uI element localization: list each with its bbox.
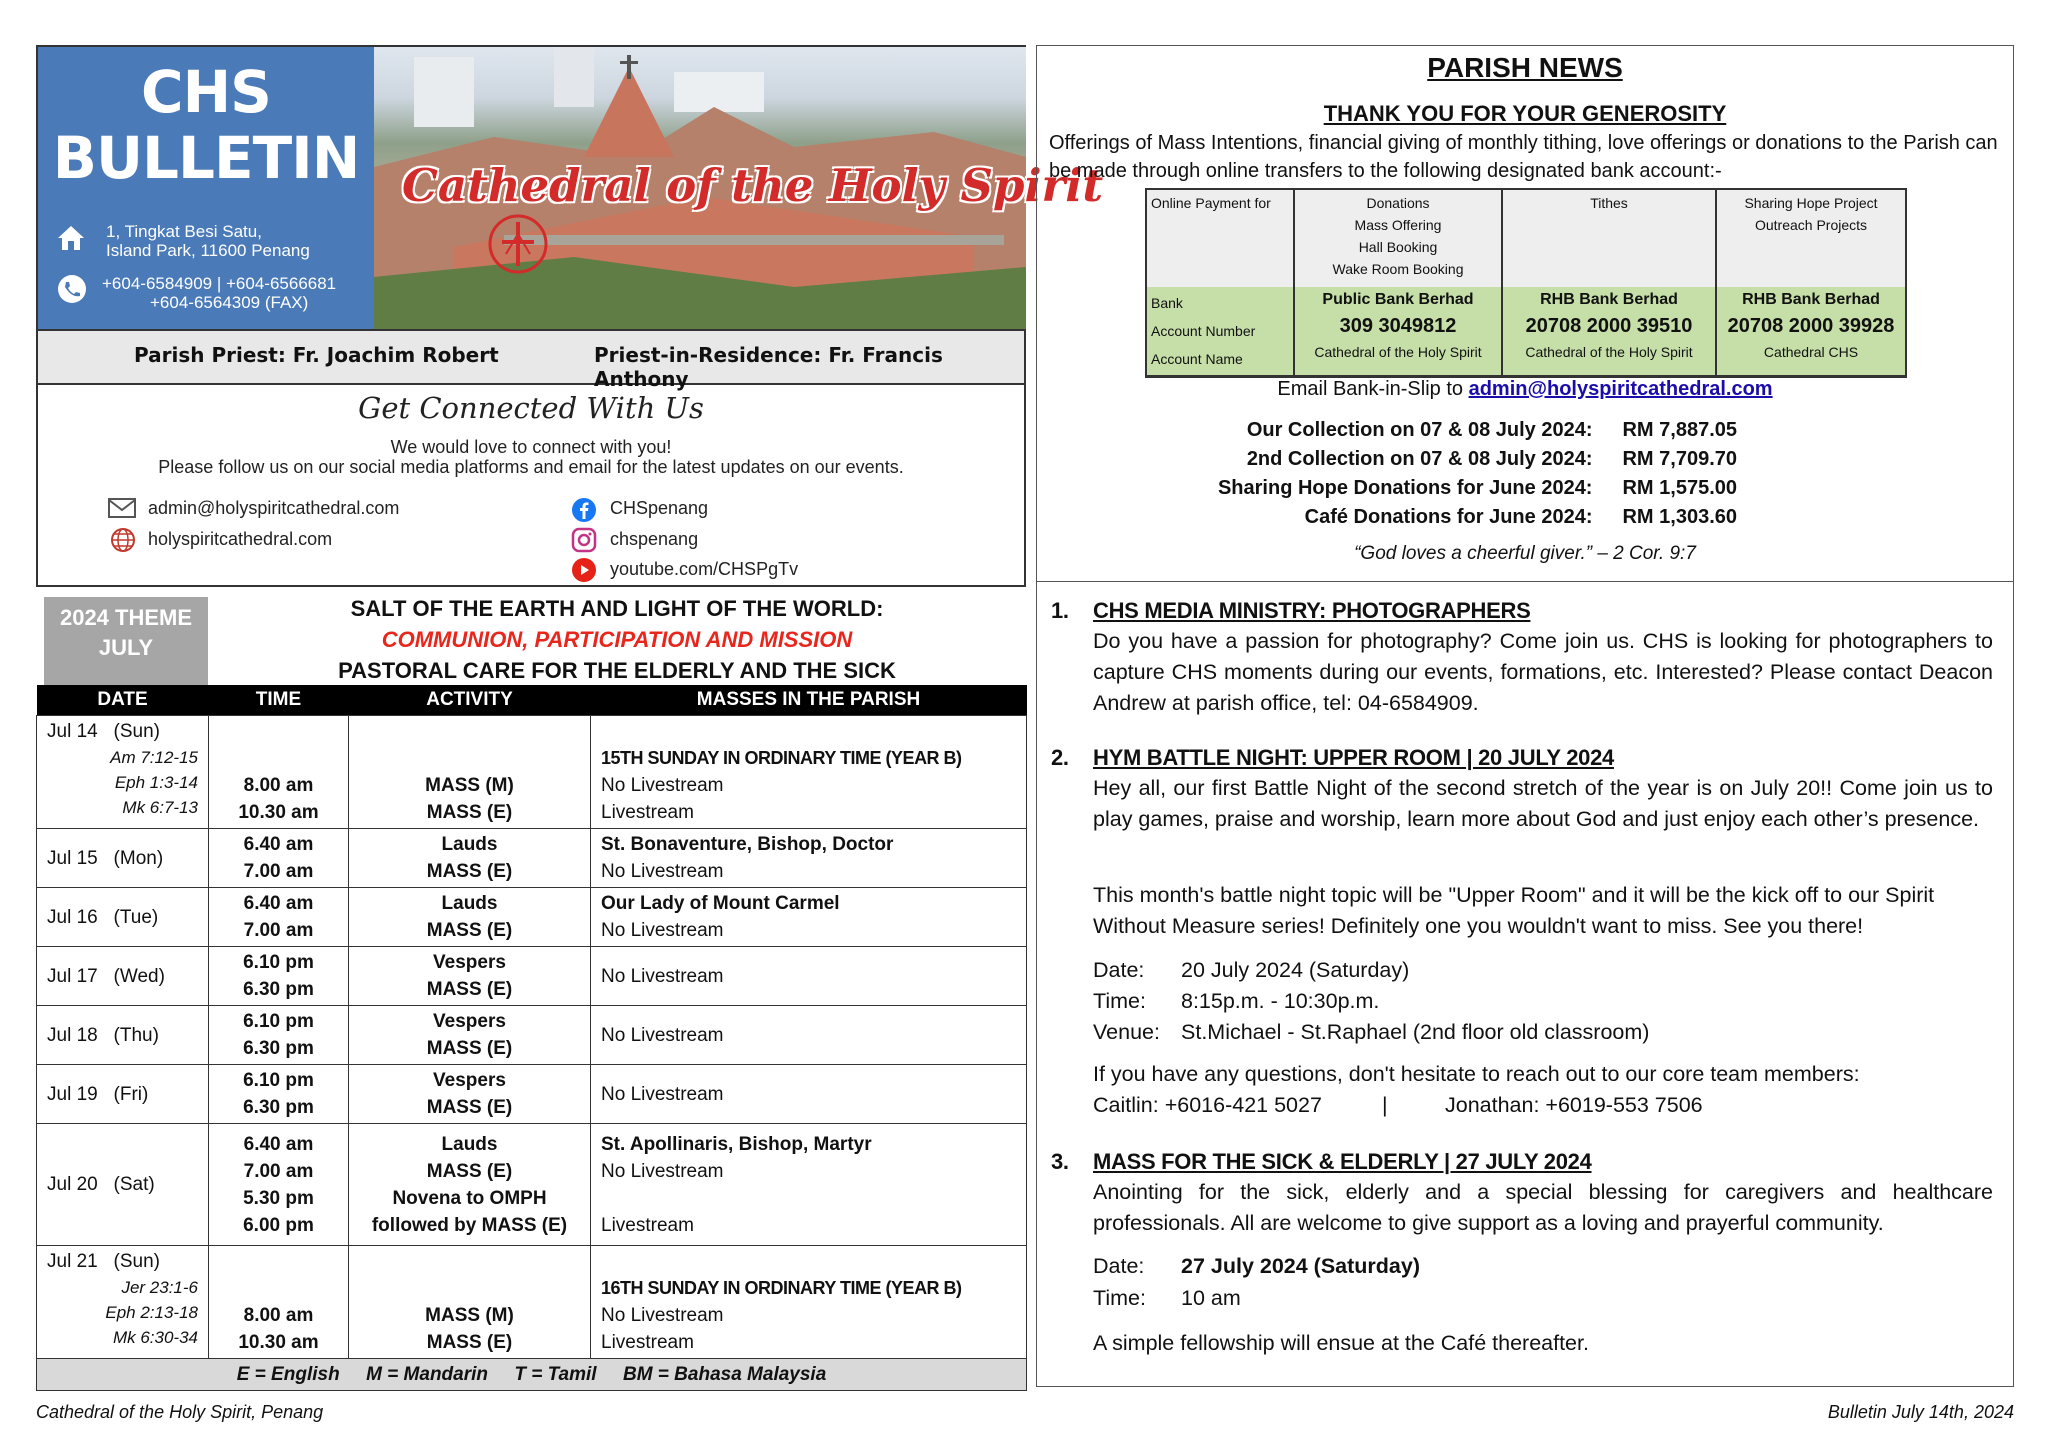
feast: St. Bonaventure, Bishop, Doctor (601, 834, 894, 855)
collection-row: Café Donations for June 2024: RM 1,303.60 (1304, 506, 1737, 528)
phone-line-1: +604-6584909 | +604-6566681 (102, 274, 337, 293)
note: No Livestream (601, 775, 724, 796)
reading: Eph 2:13-18 (105, 1303, 198, 1322)
news-body: Hey all, our first Battle Night of the second stretch of the year is on July 20!! Come join us to play games, praise and worship, learn more about God and just enjoy each other’s presence. (1093, 776, 1993, 831)
mass-cell (591, 829, 1027, 888)
date-cell (37, 1065, 209, 1124)
generosity-quote: “God loves a cheerful giver.” – 2 Cor. 9:7 (1354, 543, 1696, 564)
activity-cell (349, 716, 591, 829)
activity-cell (349, 829, 591, 888)
time-cell (209, 1246, 349, 1359)
left-column (36, 45, 1104, 1387)
mass-cell (591, 716, 1027, 829)
bank-account-table (1145, 188, 1907, 378)
event-date: 27 July 2024 (Saturday) (1181, 1254, 1421, 1278)
note: No Livestream (601, 1024, 724, 1046)
date-cell (37, 716, 209, 829)
event-date-label: Date: (1093, 1254, 1145, 1278)
mass-schedule-table (36, 685, 1027, 1391)
news-body: Do you have a passion for photography? Come join us. CHS is looking for photographers to capture CHS moments during our events, formations, etc. Interested? Please contact Deacon Andrew at parish office, tel: 04-6584909. (1093, 629, 1993, 715)
cathedral-photo (374, 47, 1104, 329)
reading: Jer 23:1-6 (121, 1278, 198, 1297)
bulletin-header (36, 45, 1104, 391)
contact-separator: | (1382, 1093, 1388, 1117)
activity: Novena to OMPH (392, 1187, 547, 1209)
row-day: (Fri) (113, 1083, 149, 1105)
time: 6.10 pm (243, 1011, 314, 1032)
reading: Mk 6:30-34 (112, 1328, 198, 1347)
purpose-tithes: Tithes (1502, 189, 1716, 287)
event-time: 10 am (1181, 1286, 1241, 1310)
table-row (37, 829, 1027, 888)
row-date: Jul 21 (47, 1251, 98, 1272)
time: 6.40 am (243, 893, 314, 914)
table-row (37, 947, 1027, 1006)
activity: MASS (E) (426, 1332, 513, 1353)
news-heading: MASS FOR THE SICK & ELDERLY | 27 JULY 2024 (1093, 1149, 1592, 1174)
connect-line-1: We would love to connect with you! (390, 437, 672, 457)
table-row (37, 1124, 1027, 1246)
time: 7.00 am (243, 1160, 314, 1182)
theme-line-2: COMMUNION, PARTICIPATION AND MISSION (381, 627, 853, 652)
header-date: DATE (37, 685, 209, 716)
table-row (37, 1246, 1027, 1359)
news-heading: CHS MEDIA MINISTRY: PHOTOGRAPHERS (1093, 598, 1531, 623)
date-cell (37, 1006, 209, 1065)
contact-jonathan: Jonathan: +6019-553 7506 (1445, 1093, 1703, 1117)
time-cell (209, 716, 349, 829)
priest-in-residence: Priest-in-Residence: Fr. Francis Anthony (594, 343, 943, 391)
feast: St. Apollinaris, Bishop, Martyr (601, 1133, 872, 1155)
activity-cell (349, 1006, 591, 1065)
purpose-sharing-hope: Sharing Hope Project Outreach Projects (1716, 189, 1906, 287)
theme-label-2: JULY (98, 635, 154, 660)
bank-public: Public Bank Berhad 309 3049812 Cathedral of the Holy Spirit (1294, 287, 1502, 377)
time: 6.30 pm (243, 1038, 314, 1059)
email-slip-line (1037, 378, 2013, 401)
dove-logo-icon (486, 212, 550, 276)
account-number: 20708 2000 39928 (1727, 315, 1895, 337)
activity: MASS (E) (426, 861, 513, 882)
activity: followed by MASS (E) (371, 1214, 568, 1236)
time: 6.40 am (243, 834, 314, 855)
activity: MASS (M) (425, 1305, 514, 1326)
bank-rhb-tithes: RHB Bank Berhad 20708 2000 39510 Cathedral of the Holy Spirit (1502, 287, 1716, 377)
address-line-2: Island Park, 11600 Penang (106, 241, 310, 260)
theme-label-1: 2024 THEME (59, 605, 193, 630)
home-icon (56, 223, 86, 253)
mass-cell (591, 1006, 1027, 1065)
news-number: 3. (1051, 1149, 1069, 1174)
time-cell (209, 1006, 349, 1065)
account-number: 309 3049812 (1339, 315, 1457, 337)
connect-instagram[interactable]: chspenang (610, 529, 699, 549)
row-day: (Sun) (113, 1251, 161, 1272)
activity: MASS (E) (426, 1038, 513, 1059)
connect-section (36, 385, 1026, 587)
email-slip-link[interactable]: admin@holyspiritcathedral.com (1468, 378, 1773, 400)
time: 6.10 pm (243, 952, 314, 973)
mass-cell (591, 1065, 1027, 1124)
mass-cell (591, 888, 1027, 947)
activity-cell (349, 947, 591, 1006)
time-cell (209, 1065, 349, 1124)
bank-purpose-row (1146, 189, 1906, 287)
activity: Lauds (441, 834, 498, 855)
table-row (37, 888, 1027, 947)
header-activity: ACTIVITY (349, 685, 591, 716)
event-date-label: Date: (1093, 958, 1145, 982)
date-cell (37, 1124, 209, 1246)
news-number: 1. (1051, 598, 1069, 623)
footer-right: Bulletin July 14th, 2024 (1827, 1402, 2014, 1422)
row-date: Jul 19 (47, 1083, 98, 1105)
news-number: 2. (1051, 745, 1069, 770)
activity-cell (349, 1065, 591, 1124)
activity: Vespers (433, 1011, 506, 1032)
time: 10.30 am (238, 802, 319, 823)
time: 8.00 am (243, 775, 314, 796)
bank-details-row (1146, 287, 1906, 377)
note: Livestream (601, 802, 694, 823)
time-cell (209, 888, 349, 947)
mass-cell (591, 1124, 1027, 1246)
time: 7.00 am (243, 920, 314, 941)
time: 5.30 pm (243, 1187, 314, 1209)
activity-cell (349, 1246, 591, 1359)
priests-bar (38, 329, 1024, 391)
activity: MASS (E) (426, 979, 513, 1000)
table-row (37, 1006, 1027, 1065)
theme-label-box (44, 597, 208, 691)
bank-rhb-sharing: RHB Bank Berhad 20708 2000 39928 Cathedral CHS (1716, 287, 1906, 377)
note: No Livestream (601, 920, 724, 941)
header-time: TIME (209, 685, 349, 716)
purpose-donations: Donations Mass Offering Hall Booking Wake Room Booking (1294, 189, 1502, 287)
news-heading: HYM BATTLE NIGHT: UPPER ROOM | 20 JULY 2024 (1093, 745, 1614, 770)
time: 10.30 am (238, 1332, 319, 1353)
event-venue-label: Venue: (1093, 1020, 1160, 1044)
row-day: (Tue) (113, 906, 159, 928)
reading: Am 7:12-15 (110, 748, 198, 767)
row-day: (Mon) (113, 847, 164, 869)
collection-row: Our Collection on 07 & 08 July 2024: RM 7,887.05 (1246, 419, 1737, 441)
connect-youtube[interactable]: youtube.com/CHSPgTv (610, 559, 799, 579)
schedule-header-row (37, 685, 1027, 716)
theme-line-3: PASTORAL CARE FOR THE ELDERLY AND THE SICK (338, 658, 896, 683)
address-line-1: 1, Tingkat Besi Satu, (106, 222, 262, 241)
header-title-panel (38, 47, 374, 329)
table-row (37, 716, 1027, 829)
legend-row (37, 1359, 1027, 1391)
date-cell (37, 829, 209, 888)
event-time-label: Time: (1093, 989, 1146, 1013)
connect-email[interactable]: admin@holyspiritcathedral.com (148, 498, 400, 518)
header-masses: MASSES IN THE PARISH (591, 685, 1027, 716)
reading: Mk 6:7-13 (122, 798, 198, 817)
thanks-text: Offerings of Mass Intentions, financial giving of monthly tithing, love offerings or donations to the Parish can be made through online transfers to the following designated bank account:- (1049, 132, 1998, 182)
time: 6.00 pm (243, 1214, 314, 1236)
connect-line-2: Please follow us on our social media platforms and email for the latest updates on our events. (158, 457, 904, 477)
mass-cell (591, 1246, 1027, 1359)
row-day: (Thu) (113, 1024, 159, 1046)
contact-intro: If you have any questions, don't hesitate to reach out to our core team members: (1093, 1062, 1860, 1086)
news-body-2: This month's battle night topic will be "Upper Room" and it will be the kick off to our Spirit Without Measure series! Definitely one you wouldn't want to miss. See you there! (1093, 883, 1935, 938)
time: 6.30 pm (243, 979, 314, 1000)
row-day: (Sat) (113, 1174, 155, 1195)
activity: MASS (E) (426, 802, 513, 823)
activity-cell (349, 1124, 591, 1246)
contact-caitlin: Caitlin: +6016-421 5027 (1093, 1093, 1322, 1117)
label-online-payment: Online Payment for (1146, 189, 1294, 287)
activity: MASS (E) (426, 1160, 513, 1182)
bulletin-title-1: CHS (141, 58, 271, 126)
parish-priest: Parish Priest: Fr. Joachim Robert (134, 343, 499, 367)
activity-cell (349, 888, 591, 947)
time-cell (209, 829, 349, 888)
bank-labels: Bank Account Number Account Name (1146, 287, 1294, 377)
row-date: Jul 20 (47, 1174, 98, 1195)
email-slip-label: Email Bank-in-Slip to (1277, 378, 1469, 400)
row-date: Jul 17 (47, 965, 98, 987)
activity: Vespers (433, 1070, 506, 1091)
note: No Livestream (601, 1083, 724, 1105)
collection-row: 2nd Collection on 07 & 08 July 2024: RM 7,709.70 (1246, 448, 1737, 470)
collections-list (1137, 416, 1737, 532)
language-legend: E = English M = Mandarin T = Tamil BM = Bahasa Malaysia (37, 1359, 1027, 1391)
reading: Eph 1:3-14 (114, 773, 198, 792)
news-divider (1037, 581, 2013, 582)
activity: MASS (E) (426, 1097, 513, 1118)
activity: Vespers (433, 952, 506, 973)
date-cell (37, 1246, 209, 1359)
connect-heading: Get Connected With Us (358, 391, 704, 425)
time-cell (209, 1124, 349, 1246)
date-cell (37, 947, 209, 1006)
event-venue: St.Michael - St.Raphael (2nd floor old classroom) (1181, 1020, 1650, 1044)
time-cell (209, 947, 349, 1006)
globe-icon (110, 527, 136, 553)
phone-line-2: +604-6564309 (FAX) (150, 293, 309, 312)
row-date: Jul 18 (47, 1024, 98, 1046)
parish-news-title: PARISH NEWS (1427, 52, 1623, 83)
thanks-heading: THANK YOU FOR YOUR GENEROSITY (1323, 101, 1727, 126)
time: 6.10 pm (243, 1070, 314, 1091)
table-row (37, 1065, 1027, 1124)
collection-row: Sharing Hope Donations for June 2024: RM 1,575.00 (1217, 477, 1737, 499)
note: Livestream (601, 1214, 694, 1236)
event-time: 8:15p.m. - 10:30p.m. (1181, 989, 1380, 1013)
date-cell (37, 888, 209, 947)
activity: Lauds (441, 893, 498, 914)
news-footer: A simple fellowship will ensue at the Café thereafter. (1093, 1331, 1589, 1355)
bulletin-title-2: BULLETIN (52, 124, 360, 192)
instagram-icon (571, 527, 597, 553)
time: 7.00 am (243, 861, 314, 882)
feast: 16TH SUNDAY IN ORDINARY TIME (YEAR B) (601, 1278, 962, 1298)
note: No Livestream (601, 861, 724, 882)
note: No Livestream (601, 1305, 724, 1326)
feast: 15TH SUNDAY IN ORDINARY TIME (YEAR B) (601, 748, 962, 768)
connect-website[interactable]: holyspiritcathedral.com (148, 529, 333, 549)
footer-left: Cathedral of the Holy Spirit, Penang (36, 1402, 324, 1422)
note: No Livestream (601, 1160, 724, 1182)
theme-text (208, 593, 1026, 686)
activity: MASS (E) (426, 920, 513, 941)
activity: Lauds (441, 1133, 498, 1155)
email-icon (108, 497, 136, 519)
feast: Our Lady of Mount Carmel (601, 893, 840, 914)
event-date: 20 July 2024 (Saturday) (1181, 958, 1410, 982)
time: 6.40 am (243, 1133, 314, 1155)
row-date: Jul 15 (47, 847, 98, 869)
note: No Livestream (601, 965, 724, 987)
theme-line-1: SALT OF THE EARTH AND LIGHT OF THE WORLD: (350, 596, 884, 621)
time: 8.00 am (243, 1305, 314, 1326)
connect-facebook[interactable]: CHSpenang (610, 498, 709, 518)
event-time-label: Time: (1093, 1286, 1146, 1310)
account-number: 20708 2000 39510 (1525, 315, 1693, 337)
youtube-icon (571, 557, 597, 583)
time: 6.30 pm (243, 1097, 314, 1118)
activity: MASS (M) (425, 775, 514, 796)
facebook-icon (571, 497, 597, 523)
note: Livestream (601, 1332, 694, 1353)
right-column (1036, 45, 2014, 1387)
news-body: Anointing for the sick, elderly and a special blessing for caregivers and healthcare professionals. All are welcome to give support as a loving and prayerful community. (1093, 1180, 1993, 1235)
row-date: Jul 14 (47, 721, 98, 742)
phone-icon (56, 273, 88, 305)
row-day: (Sun) (113, 721, 161, 742)
row-date: Jul 16 (47, 906, 98, 928)
banner-title: Cathedral of the Holy Spirit (402, 159, 1104, 212)
mass-cell (591, 947, 1027, 1006)
row-day: (Wed) (113, 965, 165, 987)
